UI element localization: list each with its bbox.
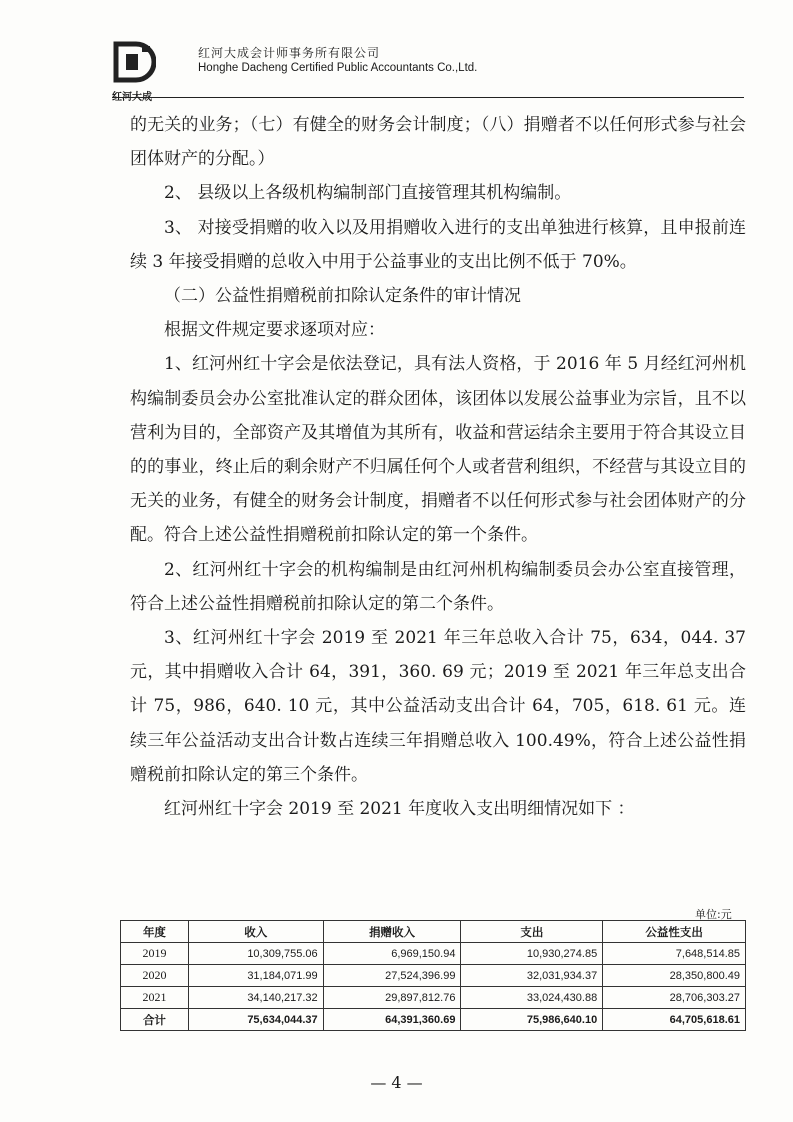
paragraph-table-intro: 红河州红十字会 2019 至 2021 年度收入支出明细情况如下 ： — [164, 799, 635, 820]
firm-logo-icon — [112, 36, 156, 94]
table-unit-label: 单位:元 — [695, 908, 732, 921]
paragraph-finding-3: 3、红河州红十字会 2019 至 2021 年三年总收入合计 75，634，044. 37 元，其中捐赠收入合计 64，391，360. 69 元；2019 至 2021 年三年总支出合计 75，986，640. 10 元，其中公益活动支出合计 64，705，618. 61 元。连续三年公益活动支出合计数占连续三年捐赠总收入 100.49%，符合上述公益性捐赠税前扣除认定的第三个条件。 — [130, 628, 746, 785]
cell-total-label: 合计 — [121, 1009, 189, 1031]
header-donation-income: 捐赠收入 — [323, 921, 461, 943]
cell-donation-income: 29,897,812.76 — [323, 987, 461, 1009]
cell-expense: 32,031,934.37 — [461, 965, 603, 987]
page-number: — 4 — — [370, 1073, 423, 1092]
cell-income: 10,309,755.06 — [188, 943, 323, 965]
cell-expense: 33,024,430.88 — [461, 987, 603, 1009]
paragraph-finding-1: 1、红河州红十字会是依法登记，具有法人资格，于 2016 年 5 月经红河州机构编制委员会办公室批准认定的群众团体，该团体以发展公益事业为宗旨，且不以营利为目的，全部资产及其增值为其所有，收益和营运结余主要用于符合其设立目的的事业，终止后的剩余财产不归属任何个人或者营利组织，不经营与其设立目的无关的业务，有健全的财务会计制度，捐赠者不以任何形式参与社会团体财产的分配。符合上述公益性捐赠税前扣除认定的第一个条件。 — [130, 354, 746, 546]
cell-year: 2020 — [121, 965, 189, 987]
cell-donation-income: 27,524,396.99 — [323, 965, 461, 987]
cell-year: 2019 — [121, 943, 189, 965]
cell-donation-income: 6,969,150.94 — [323, 943, 461, 965]
cell-income: 31,184,071.99 — [188, 965, 323, 987]
document-body — [130, 108, 746, 826]
paragraph-continuation: 的无关的业务；（七）有健全的财务会计制度；（八）捐赠者不以任何形式参与社会团体财产的分配。） — [130, 115, 746, 170]
cell-total-income: 75,634,044.37 — [188, 1009, 323, 1031]
header-income: 收入 — [188, 921, 323, 943]
cell-expense: 10,930,274.85 — [461, 943, 603, 965]
cell-year: 2021 — [121, 987, 189, 1009]
table-header-row — [121, 921, 746, 943]
table-row — [121, 987, 746, 1009]
cell-income: 34,140,217.32 — [188, 987, 323, 1009]
paragraph-condition-2: 2、 县级以上各级机构编制部门直接管理其机构编制。 — [164, 183, 572, 204]
header-public-welfare-expense: 公益性支出 — [603, 921, 746, 943]
paragraph-finding-2: 2、红河州红十字会的机构编制是由红河州机构编制委员会办公室直接管理，符合上述公益性捐赠税前扣除认定的第二个条件。 — [130, 559, 746, 614]
header-divider — [112, 97, 744, 98]
letterhead — [112, 36, 712, 103]
paragraph-condition-3: 3、 对接受捐赠的收入以及用捐赠收入进行的支出单独进行核算，且申报前连续 3 年接受捐赠的总收入中用于公益事业的支出比例不低于 70%。 — [130, 217, 746, 272]
income-expense-table — [120, 920, 746, 1031]
cell-total-donation-income: 64,391,360.69 — [323, 1009, 461, 1031]
table-row — [121, 943, 746, 965]
header-year: 年度 — [121, 921, 189, 943]
cell-total-expense: 75,986,640.10 — [461, 1009, 603, 1031]
cell-total-public-welfare-expense: 64,705,618.61 — [603, 1009, 746, 1031]
paragraph-intro: 根据文件规定要求逐项对应： — [164, 320, 385, 341]
cell-public-welfare-expense: 28,350,800.49 — [603, 965, 746, 987]
cell-public-welfare-expense: 7,648,514.85 — [603, 943, 746, 965]
cell-public-welfare-expense: 28,706,303.27 — [603, 987, 746, 1009]
table-row — [121, 965, 746, 987]
firm-name-english: Honghe Dacheng Certified Public Accountants Co.,Ltd. — [198, 62, 478, 74]
table-total-row — [121, 1009, 746, 1031]
section-heading: （二）公益性捐赠税前扣除认定条件的审计情况 — [164, 286, 521, 307]
logo-text: 红河大成 — [112, 92, 152, 103]
firm-name-chinese: 红河大成会计师事务所有限公司 — [198, 46, 381, 60]
header-expense: 支出 — [461, 921, 603, 943]
